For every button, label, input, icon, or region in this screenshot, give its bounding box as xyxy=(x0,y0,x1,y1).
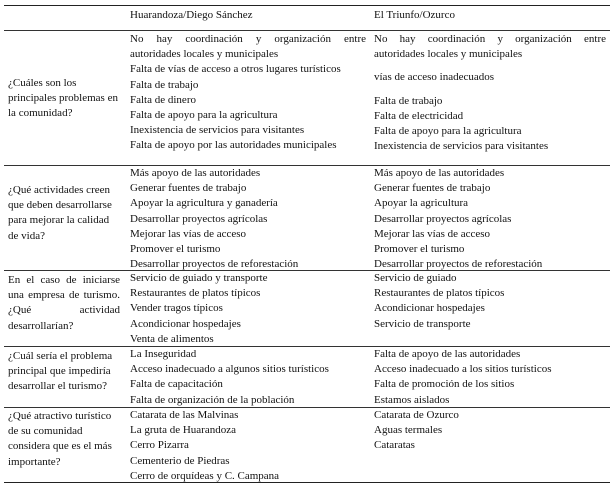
answers-el-triunfo-activities xyxy=(374,166,606,272)
list-item: Aguas termales xyxy=(374,424,443,437)
list-item: Inexistencia de servicios para visitantes xyxy=(130,124,305,137)
answers-huarandoza-attractions xyxy=(130,408,366,484)
answers-el-triunfo-attractions xyxy=(374,408,606,454)
list-item: La Inseguridad xyxy=(130,348,197,360)
list-item: Catarata de Ozurco xyxy=(374,409,459,421)
list-item: Catarata de las Malvinas xyxy=(130,409,239,421)
list-item: Promover el turismo xyxy=(374,243,465,256)
column-header-huarandoza: Huarandoza/Diego Sánchez xyxy=(130,9,253,21)
list-item: Inexistencia de servicios para visitantes xyxy=(374,140,549,153)
list-item: Desarrollar proyectos agrícolas xyxy=(130,212,268,225)
list-item: Desarrollar proyectos de reforestación xyxy=(130,258,299,271)
table-top-rule xyxy=(4,5,610,6)
list-item: No hay coordinación y organización entre autoridades locales y municipales xyxy=(374,33,606,61)
answers-el-triunfo-tourism-activity xyxy=(374,271,606,332)
list-item: Acceso inadecuado a algunos sitios turísticos xyxy=(130,363,329,376)
list-item: Falta de trabajo xyxy=(130,78,199,91)
question-main-obstacle: ¿Cuál sería el problema principal que impediría desarrollar el turismo? xyxy=(8,350,113,393)
column-header-el-triunfo: El Triunfo/Ozurco xyxy=(374,9,455,21)
list-item: Restaurantes de platos típicos xyxy=(130,287,261,300)
list-item: Falta de organización de la población xyxy=(130,393,295,406)
list-item: Cementerio de Piedras xyxy=(130,454,230,467)
list-item: Falta de apoyo para la agricultura xyxy=(374,125,522,138)
answers-huarandoza-tourism-activity xyxy=(130,271,366,347)
list-item: Promover el turismo xyxy=(130,243,221,256)
list-item: Falta de electricidad xyxy=(374,109,464,122)
list-item: Apoyar la agricultura y ganadería xyxy=(130,197,278,210)
list-item: Acondicionar hospedajes xyxy=(130,317,241,330)
question-activities: ¿Qué actividades creen que deben desarrollarse para mejorar la calidad de vida? xyxy=(8,184,112,242)
list-item: Acondicionar hospedajes xyxy=(374,302,485,315)
question-tourism-company: En el caso de iniciarse una empresa de turismo. ¿Qué actividad desarrollarían? xyxy=(8,274,120,332)
list-item: Desarrollar proyectos agrícolas xyxy=(374,212,512,225)
list-item: Falta de dinero xyxy=(130,93,196,106)
list-item: Estamos aislados xyxy=(374,393,450,406)
list-item: Servicio de guiado y transporte xyxy=(130,272,268,284)
list-item: Restaurantes de platos típicos xyxy=(374,287,505,300)
list-item: La gruta de Huarandoza xyxy=(130,424,236,437)
list-item: vías de acceso inadecuados xyxy=(374,71,495,84)
list-item: Más apoyo de las autoridades xyxy=(374,167,505,179)
answers-huarandoza-obstacles xyxy=(130,347,366,408)
list-item: Acceso inadecuado a los sitios turísticos xyxy=(374,363,552,376)
answers-el-triunfo-problems xyxy=(374,32,606,154)
list-item: Servicio de transporte xyxy=(374,317,471,330)
list-item: Mejorar las vías de acceso xyxy=(130,227,247,240)
list-item: Falta de apoyo para la agricultura xyxy=(130,109,278,122)
list-item: Más apoyo de las autoridades xyxy=(130,167,261,179)
list-item: Servicio de guiado xyxy=(374,272,457,284)
list-item: Falta de vías de acceso a otros lugares turísticos xyxy=(130,63,341,76)
list-item: Falta de apoyo de las autoridades xyxy=(374,348,521,360)
answers-el-triunfo-obstacles xyxy=(374,347,606,408)
list-item: No hay coordinación y organización entre autoridades locales y municipales xyxy=(130,33,366,61)
list-item: Cerro de orquídeas y C. Campana xyxy=(130,469,280,482)
answers-huarandoza-activities xyxy=(130,166,366,272)
question-main-attraction: ¿Qué atractivo turístico de su comunidad considera que es el más importante? xyxy=(8,410,112,468)
list-item: Cataratas xyxy=(374,439,415,452)
list-item: Falta de trabajo xyxy=(374,94,443,107)
list-item: Falta de promoción de los sitios xyxy=(374,378,515,391)
header-rule xyxy=(4,30,610,31)
list-item: Apoyar la agricultura xyxy=(374,197,469,210)
list-item: Falta de capacitación xyxy=(130,378,223,391)
list-item: Falta de apoyo por las autoridades municipales xyxy=(130,139,337,152)
list-item: Vender tragos típicos xyxy=(130,302,223,315)
answers-huarandoza-problems xyxy=(130,32,366,154)
list-item: Desarrollar proyectos de reforestación xyxy=(374,258,543,271)
list-item: Generar fuentes de trabajo xyxy=(130,182,247,195)
list-item: Cerro Pizarra xyxy=(130,439,189,452)
question-main-problems: ¿Cuáles son los principales problemas en la comunidad? xyxy=(8,77,118,120)
list-item: Generar fuentes de trabajo xyxy=(374,182,491,195)
list-item: Mejorar las vías de acceso xyxy=(374,227,491,240)
list-item: Venta de alimentos xyxy=(130,332,214,345)
